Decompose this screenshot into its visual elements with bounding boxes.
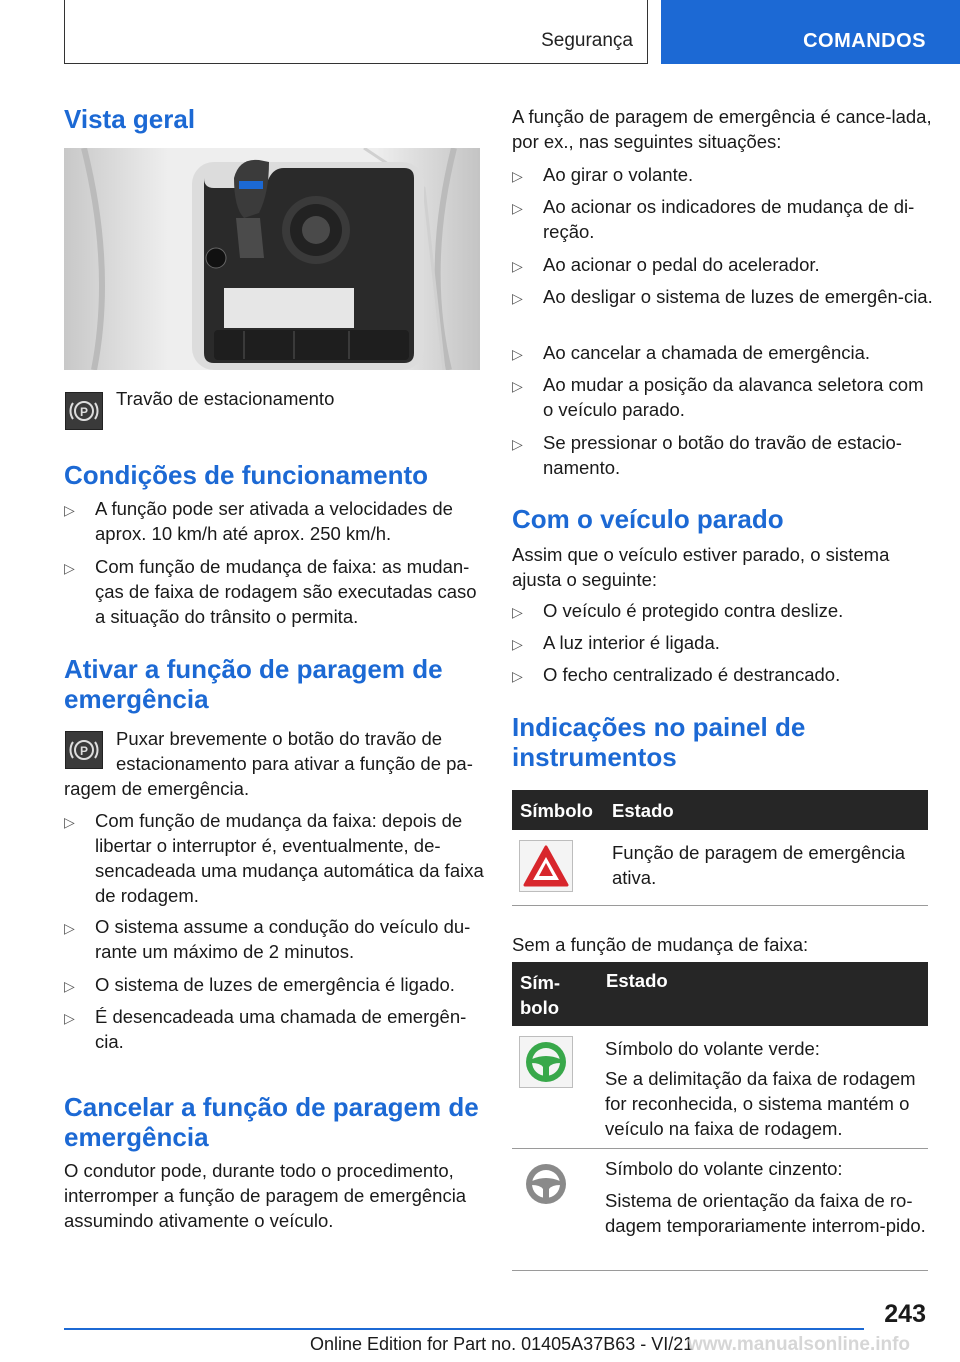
steering-wheel-grey-icon	[519, 1158, 573, 1210]
title-stopped: Com o veículo parado	[512, 504, 784, 534]
triangle-bullet-icon: ▷	[64, 502, 75, 518]
title-activate: Ativar a função de paragem de emergência	[64, 654, 443, 714]
table-header	[512, 962, 928, 1026]
title-cancel: Cancelar a função de paragem de emergência	[64, 1092, 479, 1152]
activate-text-cont: ragem de emergência.	[64, 778, 250, 799]
table1-row-state: Função de paragem de emergência ativa.	[612, 842, 906, 888]
warning-triangle-icon	[519, 840, 573, 892]
triangle-bullet-icon: ▷	[512, 604, 523, 620]
triangle-bullet-icon: ▷	[512, 290, 523, 306]
triangle-bullet-icon: ▷	[512, 636, 523, 652]
triangle-bullet-icon: ▷	[512, 200, 523, 216]
triangle-bullet-icon: ▷	[512, 258, 523, 274]
title-indications: Indicações no painel de instrumentos	[512, 712, 806, 772]
triangle-bullet-icon: ▷	[64, 1010, 75, 1026]
center-console-photo	[64, 148, 480, 370]
header-section-box	[64, 0, 648, 64]
title-overview: Vista geral	[64, 104, 196, 134]
triangle-bullet-icon: ▷	[512, 378, 523, 394]
svg-text:P: P	[79, 744, 89, 758]
col-state-header: Estado	[612, 800, 674, 821]
cancelled-intro: A função de paragem de emergência é cance‐lada, por ex., nas seguintes situações:	[512, 106, 932, 152]
divider	[512, 1270, 928, 1271]
table2-row1-title: Símbolo do volante verde:	[605, 1038, 820, 1059]
triangle-bullet-icon: ▷	[512, 168, 523, 184]
parking-brake-icon	[65, 731, 103, 769]
triangle-bullet-icon: ▷	[64, 978, 75, 994]
header-section-label: Segurança	[541, 30, 633, 51]
stopped-intro: Assim que o veículo estiver parado, o sistema ajusta o seguinte:	[512, 544, 890, 590]
steering-wheel-green-icon	[519, 1036, 573, 1088]
triangle-bullet-icon: ▷	[512, 346, 523, 362]
table2-row2-text: Sistema de orientação da faixa de ro‐dagem temporariamente interrom‐pido.	[605, 1190, 926, 1236]
footer-watermark[interactable]: www.manualsonline.info	[688, 1334, 911, 1355]
footer-rule	[64, 1328, 864, 1330]
parking-brake-icon	[65, 392, 103, 430]
col-state-header: Estado	[606, 970, 668, 991]
parking-brake-caption: Travão de estacionamento	[116, 388, 335, 409]
triangle-bullet-icon: ▷	[512, 668, 523, 684]
title-conditions: Condições de funcionamento	[64, 460, 429, 490]
table2-row2-title: Símbolo do volante cinzento:	[605, 1158, 843, 1179]
table-header	[512, 790, 928, 830]
svg-text:P: P	[79, 405, 89, 419]
triangle-bullet-icon: ▷	[512, 436, 523, 452]
cancel-text: O condutor pode, durante todo o procedimento, interromper a função de paragem de emergência assumindo ativamente o veículo.	[64, 1160, 467, 1231]
page-number: 243	[884, 1300, 926, 1328]
triangle-bullet-icon: ▷	[64, 560, 75, 576]
col-symbol-header: Símbolo	[520, 800, 593, 821]
footer-edition: Online Edition for Part no. 01405A37B63 - VI/21	[310, 1334, 694, 1354]
triangle-bullet-icon: ▷	[64, 814, 75, 830]
triangle-bullet-icon: ▷	[64, 920, 75, 936]
header-chapter-tab[interactable]	[661, 0, 960, 64]
header-chapter-label: COMANDOS	[803, 30, 926, 52]
no-lane-change-label: Sem a função de mudança de faixa:	[512, 934, 809, 955]
divider	[512, 1148, 928, 1149]
table2-row1-text: Se a delimitação da faixa de rodagem for reconhecida, o sistema mantém o veículo na faixa de rodagem.	[605, 1068, 916, 1139]
activate-text: Puxar brevemente o botão do travão de estacionamento para ativar a função de pa‐	[116, 728, 473, 774]
divider	[512, 905, 928, 906]
col-symbol-header: Sím‐bolo	[520, 972, 561, 1018]
